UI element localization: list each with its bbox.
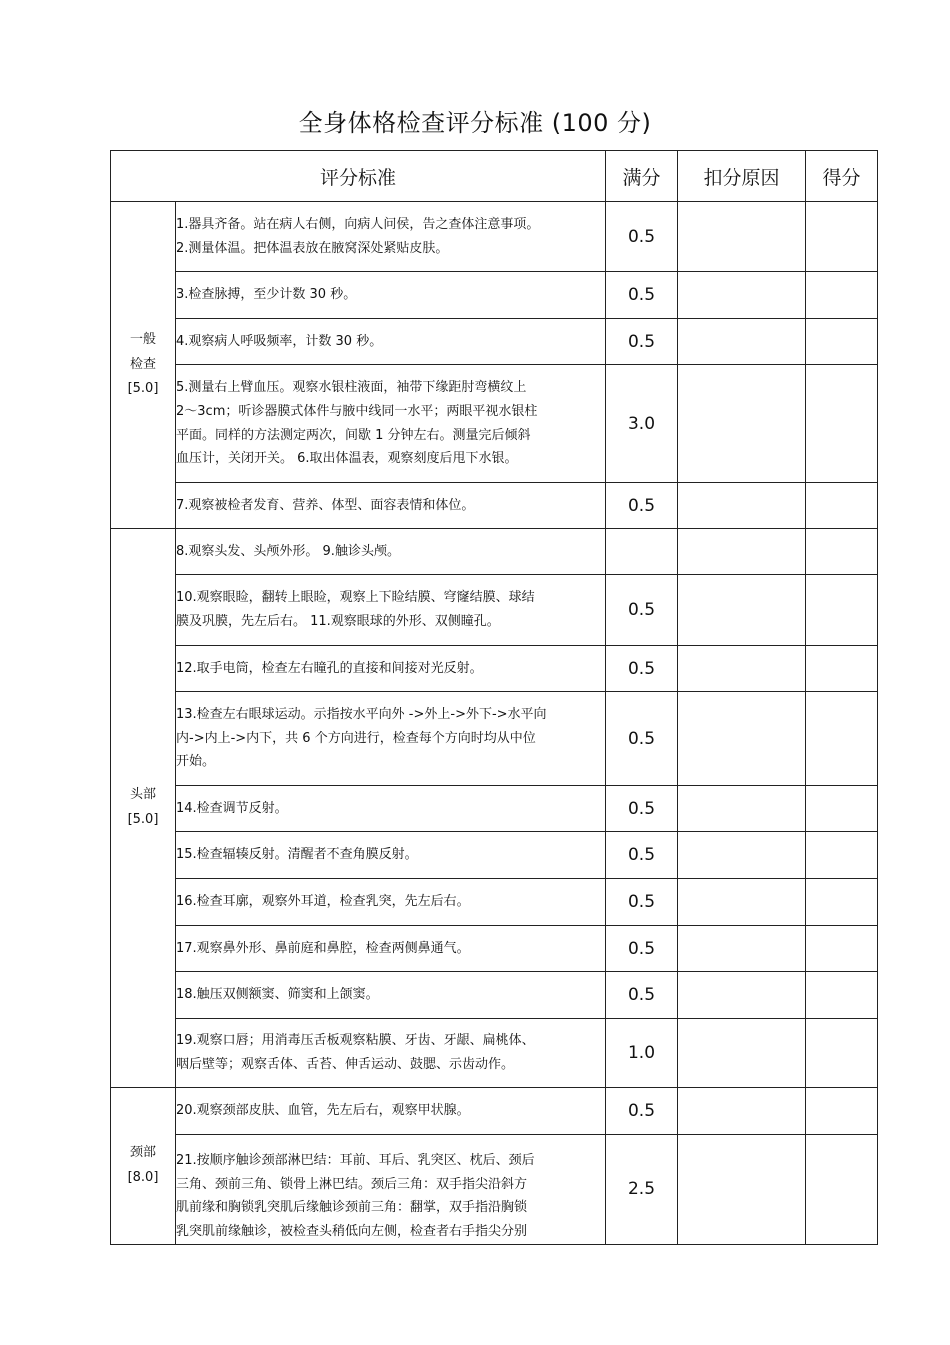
criteria-text: 20.观察颈部皮肤、血管，先左后右，观察甲状腺。: [176, 1103, 470, 1119]
table-row: [111, 972, 878, 1019]
score-cell[interactable]: [806, 483, 878, 529]
scoring-table: [110, 150, 878, 1245]
criteria-text: 1.器具齐备。站在病人右侧，向病人问侯，告之查体注意事项。 2.测量体温。把体温表放在腋窝深处紧贴皮肤。: [176, 216, 540, 256]
criteria-cell: [176, 575, 606, 646]
criteria-cell: [176, 1135, 606, 1245]
criteria-cell: [176, 692, 606, 786]
score-cell[interactable]: [806, 879, 878, 926]
criteria-text: 7.观察被检者发育、营养、体型、面容表情和体位。: [176, 497, 475, 513]
criteria-text: 19.观察口唇；用消毒压舌板观察粘膜、牙齿、牙龈、扁桃体、 咽后壁等；观察舌体、舌苔、伸舌运动、鼓腮、示齿动作。: [176, 1033, 535, 1072]
table-row: [111, 1019, 878, 1088]
table-row: [111, 832, 878, 879]
full-score-cell: 0.5: [606, 879, 678, 926]
deduction-reason-cell[interactable]: [678, 926, 806, 972]
table-row: [111, 646, 878, 692]
section-general-exam: 一般 检查 [5.0]: [111, 202, 176, 529]
deduction-reason-cell[interactable]: [678, 272, 806, 319]
criteria-text: 13.检查左右眼球运动。示指按水平向外 ->外上->外下->水平向 内->内上->内下，共 6 个方向进行，检查每个方向时均从中位 开始。: [176, 707, 547, 770]
full-score-cell: 0.5: [606, 272, 678, 319]
criteria-cell: [176, 202, 606, 272]
table-row: [111, 365, 878, 483]
section-neck: 颈部 [8.0]: [111, 1088, 176, 1245]
score-cell[interactable]: [806, 1019, 878, 1088]
deduction-reason-cell[interactable]: [678, 786, 806, 832]
score-cell[interactable]: [806, 692, 878, 786]
deduction-reason-cell[interactable]: [678, 972, 806, 1019]
score-cell[interactable]: [806, 1088, 878, 1135]
deduction-reason-cell[interactable]: [678, 879, 806, 926]
table-row: [111, 1088, 878, 1135]
full-score-cell: 0.5: [606, 483, 678, 529]
full-score-cell: [606, 529, 678, 575]
criteria-cell: [176, 832, 606, 879]
section-head: 头部 [5.0]: [111, 529, 176, 1088]
header-criteria: 评分标准: [111, 151, 606, 202]
score-cell[interactable]: [806, 272, 878, 319]
criteria-text: 15.检查辐辏反射。清醒者不查角膜反射。: [176, 847, 418, 863]
table-row: [111, 1135, 878, 1245]
criteria-text: 10.观察眼睑，翻转上眼睑，观察上下睑结膜、穹窿结膜、球结 膜及巩膜，先左后右。 11.观察眼球的外形、双侧瞳孔。: [176, 590, 535, 629]
score-cell[interactable]: [806, 319, 878, 365]
criteria-cell: [176, 646, 606, 692]
deduction-reason-cell[interactable]: [678, 529, 806, 575]
full-score-cell: 2.5: [606, 1135, 678, 1245]
criteria-text: 5.测量右上臂血压。观察水银柱液面，袖带下缘距肘弯横纹上 2～3cm；听诊器膜式体件与腋中线同一水平；两眼平视水银柱 平面。同样的方法测定两次，间歇 1 分钟左右。测量完后倾斜 血压计，关闭开关。 6.取出体温表，观察刻度后甩下水银。: [176, 380, 538, 467]
criteria-cell: [176, 879, 606, 926]
deduction-reason-cell[interactable]: [678, 365, 806, 483]
full-score-cell: 0.5: [606, 972, 678, 1019]
full-score-cell: 0.5: [606, 926, 678, 972]
table-row: [111, 319, 878, 365]
table-row: [111, 272, 878, 319]
full-score-cell: 1.0: [606, 1019, 678, 1088]
criteria-cell: [176, 529, 606, 575]
full-score-cell: 3.0: [606, 365, 678, 483]
table-row: [111, 786, 878, 832]
criteria-cell: [176, 786, 606, 832]
score-cell[interactable]: [806, 365, 878, 483]
table-row: [111, 202, 878, 272]
criteria-text: 21.按顺序触诊颈部淋巴结：耳前、耳后、乳突区、枕后、颈后 三角、颈前三角、锁骨上淋巴结。颈后三角：双手指尖沿斜方 肌前缘和胸锁乳突肌后缘触诊颈前三角：翻掌，双手指沿胸锁 乳突肌前缘触诊，被检查头稍低向左侧，检查者右手指尖分别: [176, 1153, 535, 1239]
criteria-text: 14.检查调节反射。: [176, 800, 288, 816]
full-score-cell: 0.5: [606, 319, 678, 365]
table-row: [111, 575, 878, 646]
table-row: [111, 926, 878, 972]
criteria-text: 12.取手电筒，检查左右瞳孔的直接和间接对光反射。: [176, 660, 483, 676]
score-cell[interactable]: [806, 646, 878, 692]
score-cell[interactable]: [806, 1135, 878, 1245]
criteria-cell: [176, 365, 606, 483]
criteria-text: 3.检查脉搏，至少计数 30 秒。: [176, 287, 357, 303]
header-score: 得分: [806, 151, 878, 202]
deduction-reason-cell[interactable]: [678, 1019, 806, 1088]
criteria-text: 4.观察病人呼吸频率，计数 30 秒。: [176, 333, 383, 349]
header-full-score: 满分: [606, 151, 678, 202]
criteria-cell: [176, 272, 606, 319]
table-row: [111, 879, 878, 926]
score-cell[interactable]: [806, 529, 878, 575]
table-row: [111, 483, 878, 529]
criteria-text: 18.触压双侧额窦、筛窦和上颌窦。: [176, 987, 379, 1003]
full-score-cell: 0.5: [606, 202, 678, 272]
criteria-text: 16.检查耳廓，观察外耳道，检查乳突，先左后右。: [176, 894, 470, 910]
criteria-cell: [176, 972, 606, 1019]
deduction-reason-cell[interactable]: [678, 692, 806, 786]
deduction-reason-cell[interactable]: [678, 646, 806, 692]
criteria-cell: [176, 483, 606, 529]
full-score-cell: 0.5: [606, 575, 678, 646]
table-header-row: [111, 151, 878, 202]
header-deduction-reason: 扣分原因: [678, 151, 806, 202]
score-cell[interactable]: [806, 926, 878, 972]
criteria-cell: [176, 1019, 606, 1088]
deduction-reason-cell[interactable]: [678, 1088, 806, 1135]
page-title: 全身体格检查评分标准 (100 分): [298, 109, 652, 137]
deduction-reason-cell[interactable]: [678, 319, 806, 365]
score-cell[interactable]: [806, 575, 878, 646]
full-score-cell: 0.5: [606, 1088, 678, 1135]
deduction-reason-cell[interactable]: [678, 202, 806, 272]
full-score-cell: 0.5: [606, 786, 678, 832]
deduction-reason-cell[interactable]: [678, 832, 806, 879]
deduction-reason-cell[interactable]: [678, 483, 806, 529]
deduction-reason-cell[interactable]: [678, 575, 806, 646]
criteria-cell: [176, 319, 606, 365]
score-cell[interactable]: [806, 786, 878, 832]
table-row: [111, 692, 878, 786]
score-cell[interactable]: [806, 832, 878, 879]
table-row: [111, 529, 878, 575]
full-score-cell: 0.5: [606, 832, 678, 879]
criteria-text: 8.观察头发、头颅外形。 9.触诊头颅。: [176, 543, 400, 559]
deduction-reason-cell[interactable]: [678, 1135, 806, 1245]
criteria-text: 17.观察鼻外形、鼻前庭和鼻腔，检查两侧鼻通气。: [176, 940, 470, 956]
full-score-cell: 0.5: [606, 646, 678, 692]
score-cell[interactable]: [806, 972, 878, 1019]
criteria-cell: [176, 926, 606, 972]
score-cell[interactable]: [806, 202, 878, 272]
full-score-cell: 0.5: [606, 692, 678, 786]
criteria-cell: [176, 1088, 606, 1135]
